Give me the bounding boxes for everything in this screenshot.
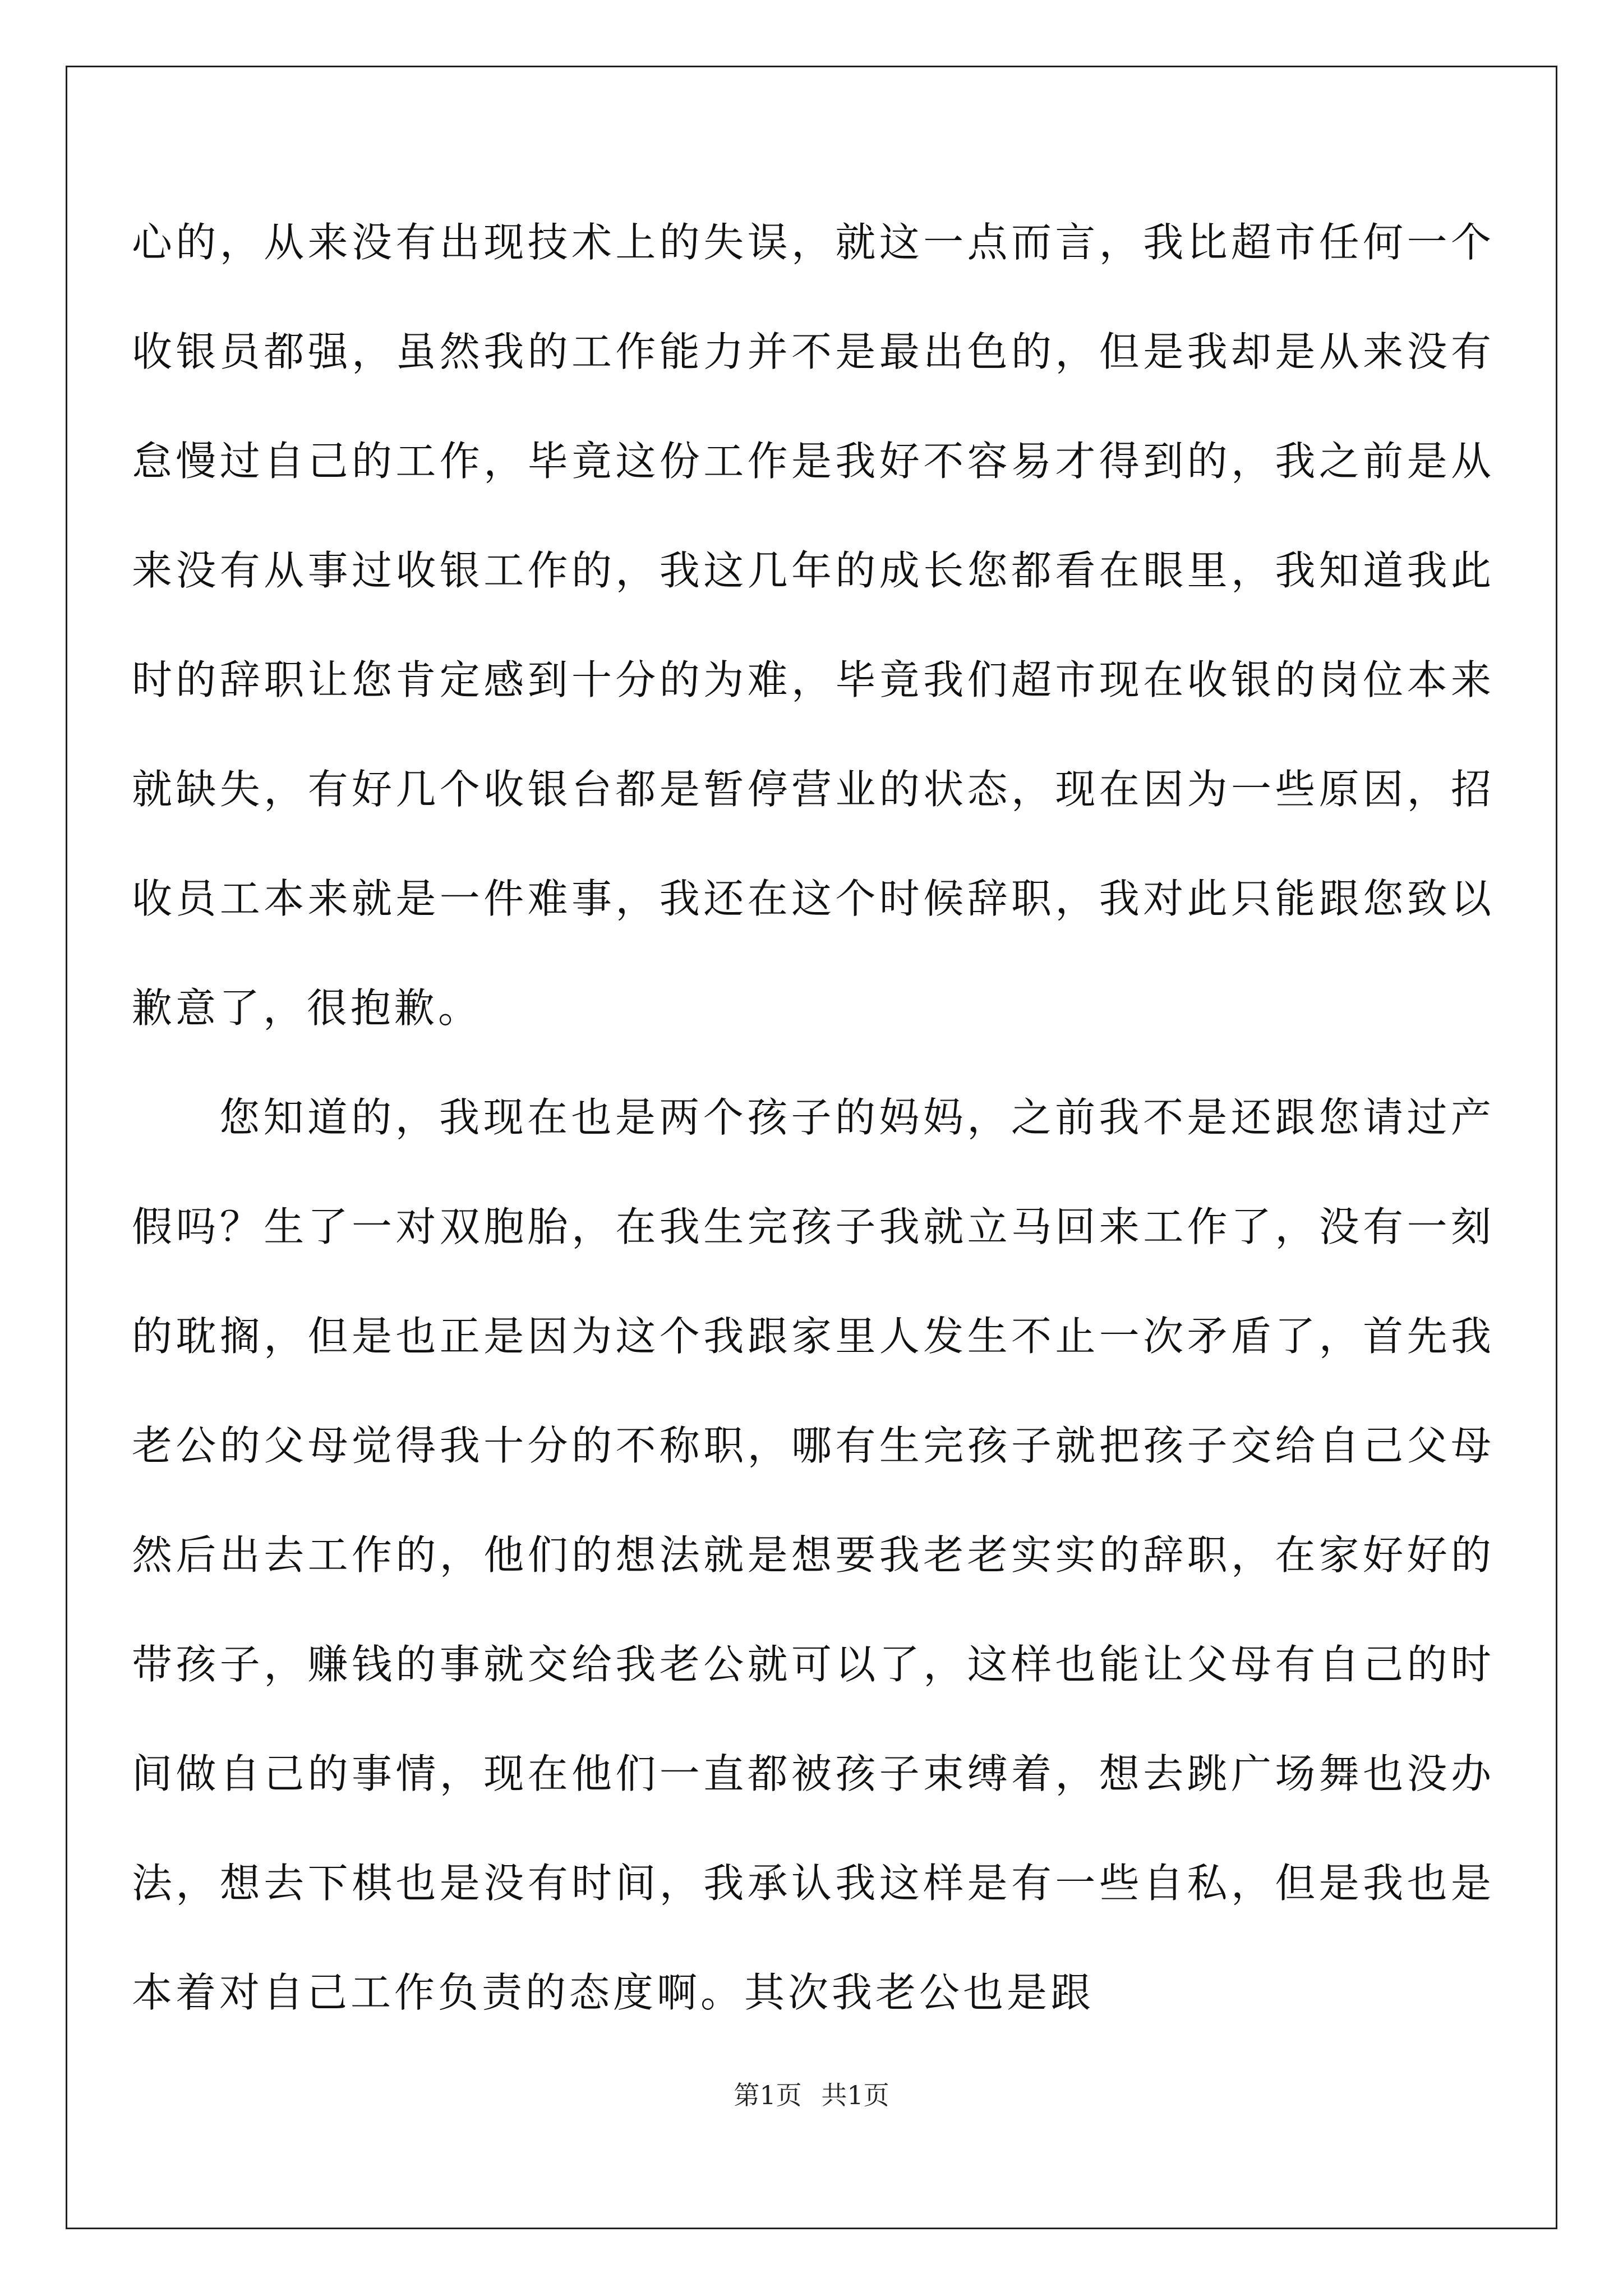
document-body — [132, 188, 1495, 2047]
paragraph-1: 心的，从来没有出现技术上的失误，就这一点而言，我比超市任何一个收银员都强，虽然我的工作能力并不是最出色的，但是我却是从来没有怠慢过自己的工作，毕竟这份工作是我好不容易才得到的，我之前是从来没有从事过收银工作的，我这几年的成长您都看在眼里，我知道我此时的辞职让您肯定感到十分的为难，毕竟我们超市现在收银的岗位本来就缺失，有好几个收银台都是暂停营业的状态，现在因为一些原因，招收员工本来就是一件难事，我还在这个时候辞职，我对此只能跟您致以歉意了，很抱歉。 — [132, 219, 1495, 1032]
page-total: 共1页 — [821, 2080, 889, 2110]
page-number: 第1页 — [734, 2080, 802, 2110]
paragraph-2: 您知道的，我现在也是两个孩子的妈妈，之前我不是还跟您请过产假吗？生了一对双胞胎，在我生完孩子我就立马回来工作了，没有一刻的耽搁，但是也正是因为这个我跟家里人发生不止一次矛盾了，首先我老公的父母觉得我十分的不称职，哪有生完孩子就把孩子交给自己父母然后出去工作的，他们的想法就是想要我老老实实的辞职，在家好好的带孩子，赚钱的事就交给我老公就可以了，这样也能让父母有自己的时间做自己的事情，现在他们一直都被孩子束缚着，想去跳广场舞也没办法，想去下棋也是没有时间，我承认我这样是有一些自私，但是我也是本着对自己工作负责的态度啊。其次我老公也是跟 — [132, 1094, 1495, 2016]
page-footer — [0, 2078, 1623, 2112]
